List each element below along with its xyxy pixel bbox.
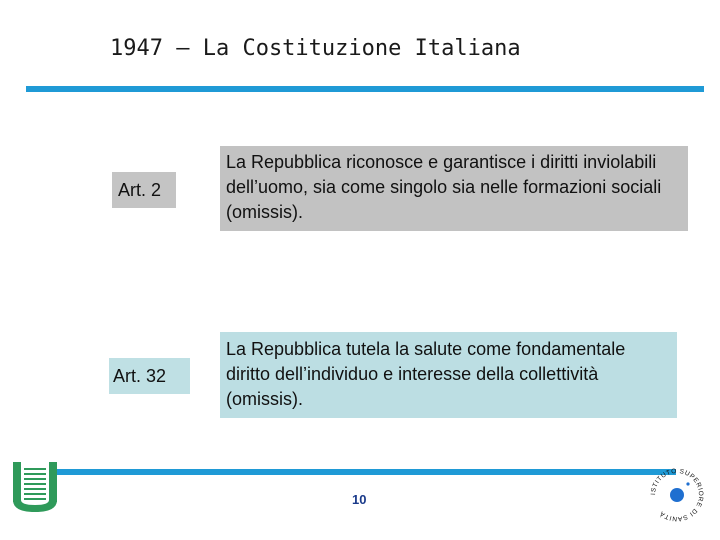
institution-logo-left: [10, 460, 60, 526]
page-number: 10: [352, 492, 367, 507]
title-divider: [26, 86, 704, 92]
institution-logo-right: [644, 462, 710, 528]
article-2-label-text: Art. 2: [118, 179, 162, 200]
article-32-text: La Repubblica tutela la salute come fondamentale diritto dell’individuo e interesse della collettività (omissis).: [220, 332, 677, 418]
article-32-label: [109, 358, 190, 394]
page-title: 1947 – La Costituzione Italiana: [110, 36, 521, 61]
seal-text: ISTITUTO SUPERIORE DI SANITÀ: [649, 467, 705, 523]
article-32-label-text: Art. 32: [113, 365, 167, 386]
article-2-text: La Repubblica riconosce e garantisce i diritti inviolabili dell’uomo, sia come singolo sia nelle formazioni sociali (omissis).: [220, 146, 688, 231]
article-2-label: [112, 172, 176, 208]
footer-divider: [50, 469, 676, 475]
